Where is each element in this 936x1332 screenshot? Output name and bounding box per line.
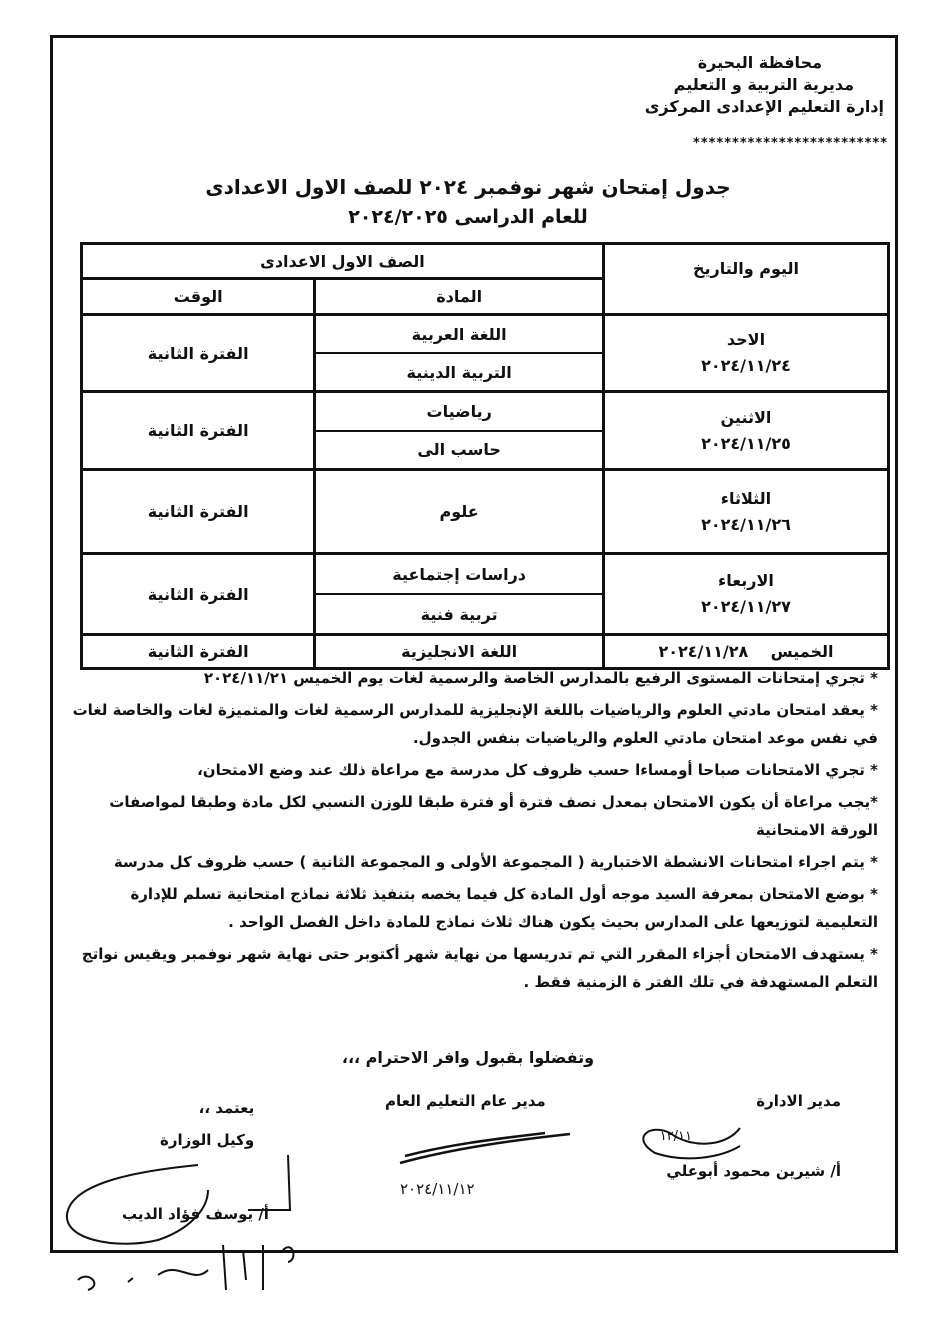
administration-name: إدارة التعليم الإعدادى المركزى (644, 97, 884, 116)
time-cell: الفترة الثانية (82, 635, 315, 669)
header-grade: الصف الاول الاعدادى (82, 244, 604, 279)
subject-name: علوم (439, 502, 479, 521)
note-item: * يعقد امتحان مادتي العلوم والرياضيات باللغة الإنجليزية للمدارس الرسمية لغات والمتميزة لغات والخاصة لغات في نفس موعد امتحان مادتي العلوم والرياضيات بنفس الجدول. (72, 701, 878, 747)
day-label: الخميس (770, 642, 834, 661)
signature-ministry-deputy (160, 1092, 254, 1156)
subject-name: اللغة العربية (411, 324, 507, 344)
subject-cell (315, 554, 604, 635)
day-label: الاحد (726, 330, 766, 349)
day-label: الاثنين (720, 407, 772, 427)
day-date-cell (603, 315, 888, 392)
subject-cell (315, 470, 604, 554)
date-label: ٢٠٢٤/١١/٢٦ (701, 514, 791, 534)
note-item: * تجري الامتحانات صباحا أومساءا حسب ظروف كل مدرسة مع مراعاة ذلك عند وضع الامتحان، (197, 761, 878, 779)
time-cell: الفترة الثانية (82, 315, 315, 392)
day-label: الاربعاء (718, 571, 774, 590)
table-row (82, 470, 889, 554)
day-date-cell (603, 392, 888, 470)
signatory-title: مدير عام التعليم العام (385, 1092, 546, 1110)
signature-date-general: ٢٠٢٤/١١/١٢ (400, 1180, 475, 1198)
subject-name: التربية الدينية (316, 352, 602, 390)
closing-salutation: وتفضلوا بقبول وافر الاحترام ،،، (341, 1048, 595, 1067)
signatory-title: مدير الادارة (756, 1092, 841, 1110)
signatory-title: وكيل الوزارة (160, 1131, 255, 1149)
time-cell: الفترة الثانية (82, 470, 315, 554)
note-item: *يجب مراعاة أن يكون الامتحان بمعدل نصف فترة أو فترة طبقا للوزن النسبي لكل مادة وطبقا لمواصفات الورقة الامتحانية (109, 793, 878, 839)
note-item: * بوضع الامتحان بمعرفة السيد موجه أول المادة كل فيما يخصه بتنفيذ ثلاثة نماذج امتحانية تسلم للإدارة التعليمية لتوزيعها على المدارس بحيث يكون هناك ثلاث نماذج للمادة داخل الفصل الواحد . (130, 885, 878, 931)
signature-scribble-ministry (58, 1150, 318, 1300)
header-time: الوقت (82, 279, 315, 315)
table-header-row (82, 244, 889, 279)
note-item: * يتم اجراء امتحانات الانشطة الاختبارية ( المجموعة الأولى و المجموعة الثانية ) حسب ظروف كل مدرسة (113, 853, 878, 871)
table-row (82, 315, 889, 392)
date-label: ٢٠٢٤/١١/٢٨ (658, 642, 749, 661)
day-date-cell (603, 470, 888, 554)
star-separator: ************************* (693, 136, 888, 151)
header-day-date: اليوم والتاريخ (603, 244, 888, 315)
exam-schedule-table (80, 242, 890, 670)
subject-name: حاسب الى (316, 430, 602, 469)
time-cell: الفترة الثانية (82, 392, 315, 470)
signature-scribble-admin (630, 1118, 750, 1168)
document-title (0, 172, 936, 232)
title-line-1: جدول إمتحان شهر نوفمبر ٢٠٢٤ للصف الاول الاعدادى (205, 175, 731, 199)
note-item: * تجري إمتحانات المستوى الرفيع بالمدارس الخاصة والرسمية لغات يوم الخميس ٢٠٢٤/١١/٢١ (203, 669, 878, 687)
signature-scribble-general (395, 1128, 575, 1168)
date-label: ٢٠٢٤/١١/٢٤ (701, 356, 791, 375)
day-date-cell (603, 554, 888, 635)
day-label: الثلاثاء (720, 488, 772, 508)
note-item: * يستهدف الامتحان أجزاء المقرر التي تم تدريسها من نهاية شهر أكتوبر حتى نهاية شهر نوفمبر ويقيس نواتج التعلم المستهدفة في تلك الفتر ة الزمنية فقط . (81, 945, 878, 991)
subject-name: رياضيات (426, 401, 492, 421)
subject-name: تربية فنية (316, 593, 602, 633)
notes-section (72, 664, 878, 1000)
time-cell: الفترة الثانية (82, 554, 315, 635)
signatory-name-admin: أ/ شيرين محمود أبوعلي (666, 1162, 841, 1180)
table-row (82, 554, 889, 635)
directorate-name: مديرية التربية و التعليم (673, 75, 854, 94)
governorate-name: محافظة البحيرة (697, 53, 822, 72)
table-row (82, 392, 889, 470)
approval-label: يعتمد ،، (198, 1099, 255, 1117)
title-line-2: للعام الدراسى ٢٠٢٤/٢٠٢٥ (348, 206, 588, 228)
date-label: ٢٠٢٤/١١/٢٧ (701, 597, 791, 616)
signature-handwritten: ١٢/١١ (659, 1129, 692, 1144)
date-label: ٢٠٢٤/١١/٢٥ (701, 433, 791, 453)
signature-general-director (385, 1092, 546, 1110)
subject-cell (315, 392, 604, 470)
header-subject: المادة (315, 279, 604, 315)
subject-cell (315, 315, 604, 392)
subject-name: اللغة الانجليزية (401, 642, 518, 661)
subject-name: دراسات إجتماعية (392, 564, 527, 584)
letterhead (645, 52, 884, 118)
signatory-name-ministry: أ/ يوسف فؤاد الديب (122, 1205, 269, 1223)
signature-admin-director (756, 1092, 841, 1110)
